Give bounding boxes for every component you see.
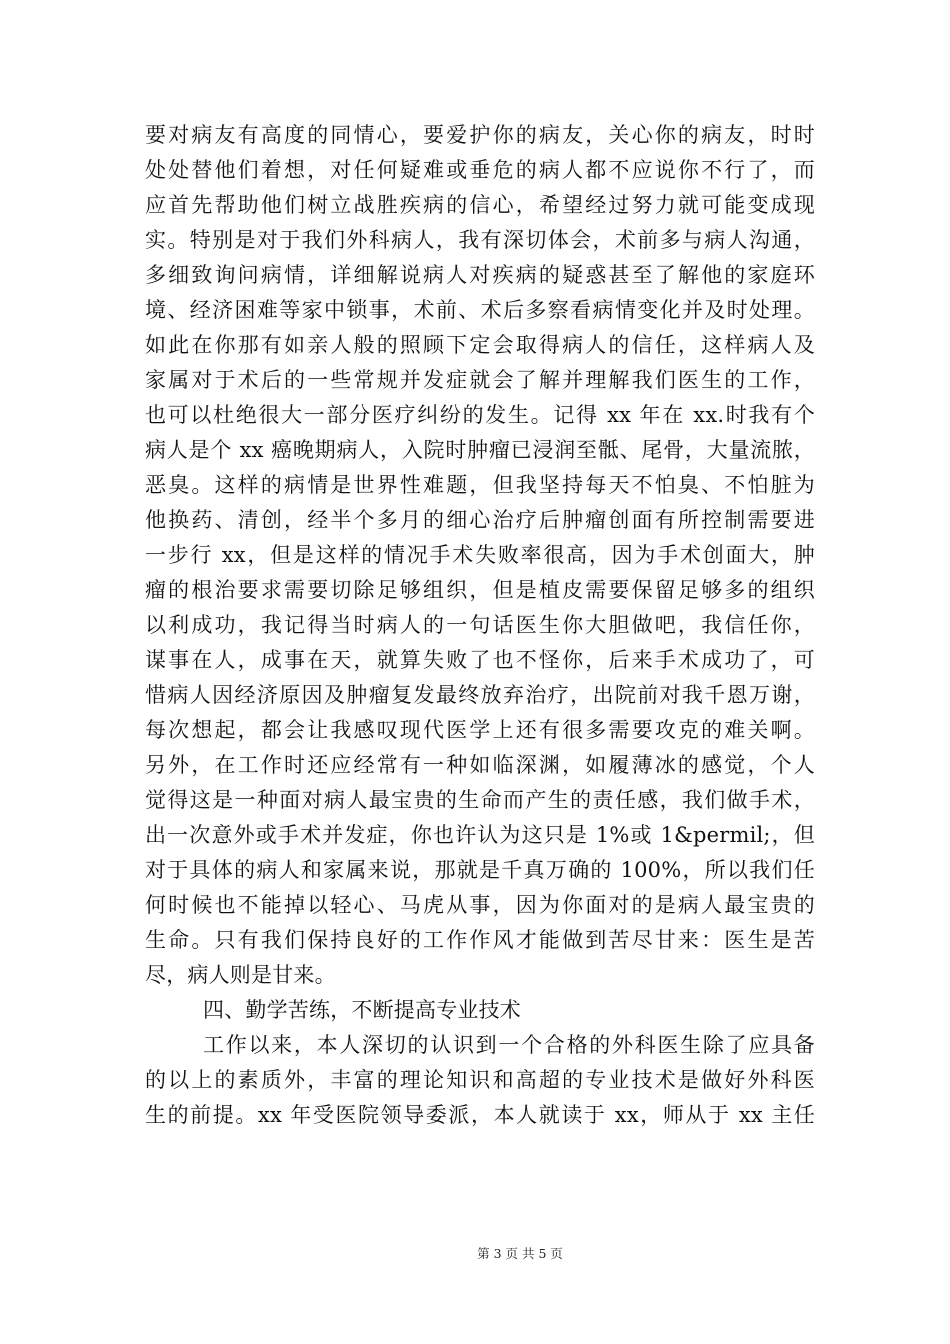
text-line: 病人是个 xx 癌晚期病人，入院时肿瘤已浸润至骶、尾骨，大量流脓， [145,438,815,462]
text-line: 生命。只有我们保持良好的工作作风才能做到苦尽甘来：医生是苦 [145,928,815,952]
text-line: 瘤的根治要求需要切除足够组织，但是植皮需要保留足够多的组织 [145,578,815,602]
text-line: 惜病人因经济原因及肿瘤复发最终放弃治疗，出院前对我千恩万谢， [145,683,815,707]
text-line: 出一次意外或手术并发症，你也许认为这只是 1%或 1&permil;，但 [145,823,815,847]
text-line: 实。特别是对于我们外科病人，我有深切体会，术前多与病人沟通， [145,228,815,252]
text-line: 如此在你那有如亲人般的照顾下定会取得病人的信任，这样病人及 [145,333,815,357]
text-line: 的以上的素质外，丰富的理论知识和高超的专业技术是做好外科医 [145,1068,815,1092]
text-line: 工作以来，本人深切的认识到一个合格的外科医生除了应具备 [203,1033,815,1057]
text-line: 何时候也不能掉以轻心、马虎从事，因为你面对的是病人最宝贵的 [145,893,815,917]
text-line: 生的前提。xx 年受医院领导委派，本人就读于 xx，师从于 xx 主任 [145,1103,815,1127]
text-line: 谋事在人，成事在天，就算失败了也不怪你，后来手术成功了，可 [145,648,815,672]
text-line: 他换药、清创，经半个多月的细心治疗后肿瘤创面有所控制需要进 [145,508,815,532]
text-line: 处处替他们着想，对任何疑难或垂危的病人都不应说你不行了，而 [145,158,815,182]
text-line: 也可以杜绝很大一部分医疗纠纷的发生。记得 xx 年在 xx.时我有个 [145,403,815,427]
text-line: 觉得这是一种面对病人最宝贵的生命而产生的责任感，我们做手术， [145,788,815,812]
text-line: 多细致询问病情，详细解说病人对疾病的疑惑甚至了解他的家庭环 [145,263,815,287]
text-line: 恶臭。这样的病情是世界性难题，但我坚持每天不怕臭、不怕脏为 [145,473,815,497]
page-footer [0,1245,950,1263]
page-number: 第 3 页 共 5 页 [477,1246,563,1261]
text-line: 对于具体的病人和家属来说，那就是千真万确的 100%，所以我们任 [145,858,815,882]
text-line: 尽，病人则是甘来。 [145,963,336,987]
text-line: 每次想起，都会让我感叹现代医学上还有很多需要攻克的难关啊。 [145,718,815,742]
text-line: 以利成功，我记得当时病人的一句话医生你大胆做吧，我信任你， [145,613,815,637]
text-line: 一步行 xx，但是这样的情况手术失败率很高，因为手术创面大，肿 [145,543,815,567]
section-heading: 四、勤学苦练，不断提高专业技术 [203,998,521,1022]
text-line: 要对病友有高度的同情心，要爱护你的病友，关心你的病友，时时 [145,123,815,147]
text-line: 应首先帮助他们树立战胜疾病的信心，希望经过努力就可能变成现 [145,193,815,217]
text-line: 境、经济困难等家中锁事，术前、术后多察看病情变化并及时处理。 [145,298,815,322]
document-body [145,118,815,1133]
text-line: 另外，在工作时还应经常有一种如临深渊，如履薄冰的感觉，个人 [145,753,815,777]
text-line: 家属对于术后的一些常规并发症就会了解并理解我们医生的工作， [145,368,815,392]
